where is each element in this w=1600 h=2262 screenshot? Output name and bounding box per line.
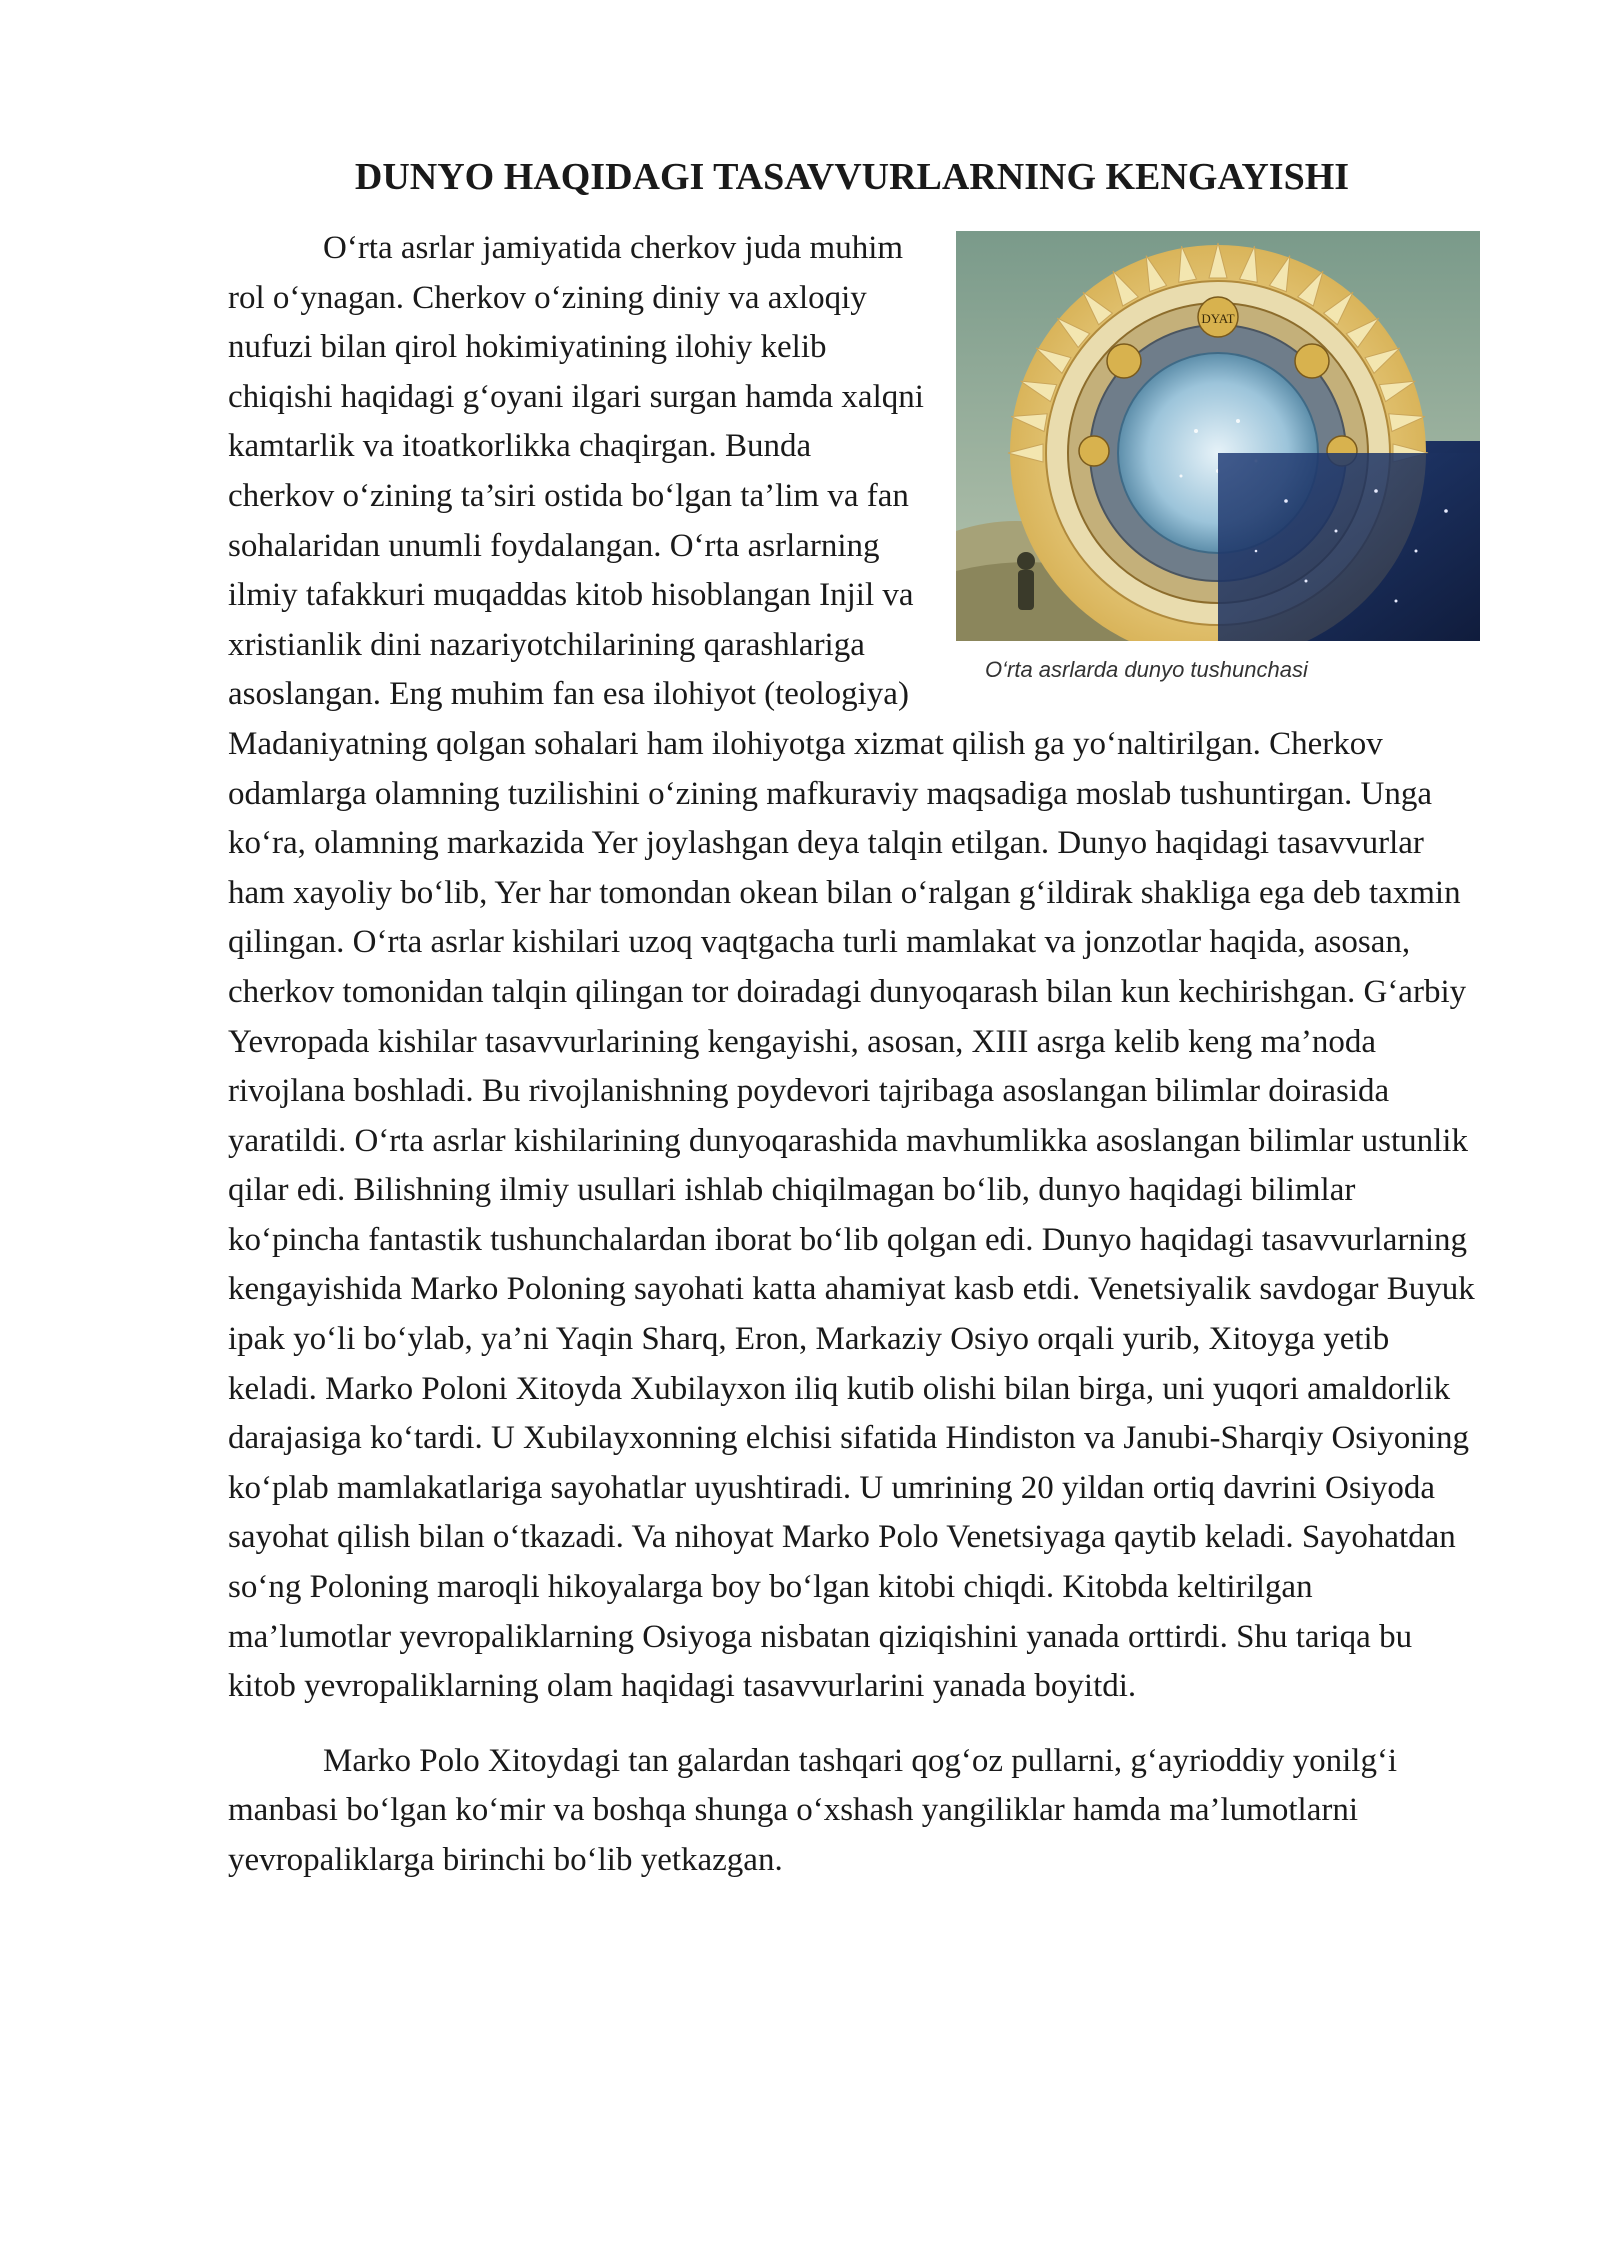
document-title: DUNYO HAQIDAGI TASAVVURLARNING KENGAYISHI xyxy=(354,156,1350,198)
figure xyxy=(945,231,1483,711)
paragraph-1: O‘rta asrlar jamiyatida cherkov juda muhim rol o‘ynagan. Cherkov o‘zining diniy va axloqiy nufuzi bilan qirol hokimiyatining ilohiy kelib chiqishi haqidagi g‘oyani ilgari surgan hamda xalqni kamtarlik va itoatkorlikka chaqirgan. Bunda cherkov o‘zining ta’siri ostida bo‘lgan ta’lim va fan sohalaridan unumli foydalangan. O‘rta asrlarning ilmiy tafakkuri muqaddas kitob hisoblangan Injil va xristianlik dini nazariyotchilarining qarashlariga asoslangan. Eng muhim fan esa ilohiyot (teologiya) Madaniyatning qolgan sohalari ham ilohiyotga xizmat qilish ga yo‘naltirilgan. Cherkov odamlarga olamning tuzilishini o‘zining mafkuraviy maqsadiga moslab tushuntirgan. Unga ko‘ra, olamning markazida Yer joylashgan deya talqin etilgan. Dunyo haqidagi tasavvurlar ham xayoliy bo‘lib, Yer har tomondan okean bilan o‘ralgan g‘ildirak shakliga ega deb taxmin qilingan. O‘rta asrlar kishilari uzoq vaqtgacha turli mamlakat va jonzotlar haqida, asosan, cherkov tomonidan talqin qilingan tor doiradagi dunyoqarash bilan kun kechirishgan. G‘arbiy Yevropada kishilar tasavvurlarining kengayishi, asosan, XIII asrga kelib keng ma’noda rivojlana boshladi. Bu rivojlanishning poydevori tajribaga asoslangan bilimlar doirasida yaratildi. O‘rta asrlar kishilarining dunyoqarashida mavhumlikka asoslangan bilimlar ustunlik qilar edi. Bilishning ilmiy usullari ishlab chiqilmagan bo‘lib, dunyo haqidagi bilimlar ko‘pincha fantastik tushunchalardan iborat bo‘lib qolgan edi. Dunyo haqidagi tasavvurlarning kengayishida Marko Poloning sayohati katta ahamiyat kasb etdi. Venetsiyalik savdogar Buyuk ipak yo‘li bo‘ylab, ya’ni Yaqin Sharq, Eron, Markaziy Osiyo orqali yurib, Xitoyga yetib keladi. Marko Poloni Xitoyda Xubilayxon iliq kutib olishi bilan birga, uni yuqori amaldorlik darajasiga ko‘tardi. U Xubilayxonning elchisi sifatida Hindiston va Janubi-Sharqiy Osiyoning ko‘plab mamlakatlariga sayohatlar uyushtiradi. U umrining 20 yildan ortiq davrini Osiyoda sayohat qilish bilan o‘tkazadi. Va nihoyat Marko Polo Venetsiyaga qaytib keladi. Sayohatdan so‘ng Poloning maroqli hikoyalarga boy bo‘lgan kitobi chiqdi. Kitobda keltirilgan ma’lumotlar yevropaliklarning Osiyoga nisbatan qiziqishini yanada orttirdi. Shu tariqa bu kitob yevropaliklarning olam haqidagi tasavvurlarini yanada boyitdi. xyxy=(228,230,1475,1705)
document-body xyxy=(228,224,1483,1886)
medallion-label: DYAT xyxy=(1201,311,1235,326)
figure-caption: O‘rta asrlarda dunyo tushunchasi xyxy=(985,657,1308,682)
medieval-world-illustration xyxy=(956,231,1480,641)
paragraph-2: Marko Polo Xitoydagi tan galardan tashqari qog‘oz pullarni, g‘ayrioddiy yonilg‘i manbasi bo‘lgan ko‘mir va boshqa shunga o‘xshash yangiliklar hamda ma’lumotlarni yevropaliklarga birinchi bo‘lib yetkazgan. xyxy=(228,1742,1398,1878)
